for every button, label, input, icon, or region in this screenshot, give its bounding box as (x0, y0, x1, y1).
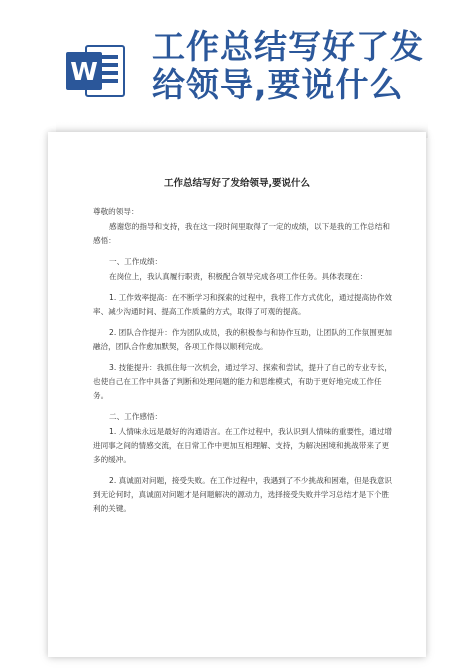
section-heading-reflections: 二、工作感悟： (109, 412, 163, 421)
list-item-teamwork: 2. 团队合作提升：作为团队成员，我的积极参与和协作互助，让团队的工作氛围更加融洽，团队合作愈加默契，各项工作得以顺利完成。 (93, 328, 393, 351)
banner-title-line-2: 给领导,要说什么 (152, 65, 404, 104)
word-app-icon (64, 40, 126, 102)
paragraph-intro: 感谢您的指导和支持，我在这一段时间里取得了一定的成绩，以下是我的工作总结和感悟： (93, 222, 390, 245)
document-body (93, 205, 393, 523)
list-item-efficiency: 1. 工作效率提高：在不断学习和探索的过程中，我将工作方式优化，通过提高协作效率、减少沟通时间、提高工作质量的方式，取得了可观的提高。 (93, 293, 393, 316)
salutation: 尊敬的领导： (93, 207, 139, 216)
list-item-skills: 3. 技能提升：我抓住每一次机会，通过学习、探索和尝试，提升了自己的专业专长，也使自己在工作中具备了判断和处理问题的能力和思维模式，有助于更好地完成工作任务。 (93, 363, 393, 400)
document-page (48, 132, 426, 657)
list-item-face-problems: 2. 真诚面对问题，接受失败。在工作过程中，我遇到了不少挑战和困难，但是我意识到无论何时，真诚面对问题才是问题解决的源动力，选择接受失败并学习总结才是下个胜利的关键。 (93, 476, 393, 513)
word-logo-letter: W (70, 57, 98, 86)
list-item-human-touch: 1. 人情味永远是最好的沟通语言。在工作过程中，我认识到人情味的重要性，通过增进同事之间的情感交流，在日常工作中更加互相理解、支持，为解决困境和挑战带来了更多的缓冲。 (93, 427, 393, 464)
document-title: 工作总结写好了发给领导,要说什么 (163, 178, 311, 189)
section-heading-achievements: 一、工作成绩： (109, 257, 163, 266)
paragraph-achievements-intro: 在岗位上，我认真履行职责，积极配合领导完成各项工作任务。具体表现在： (109, 272, 368, 281)
banner-title (152, 28, 452, 104)
banner-title-line-1: 工作总结写好了发 (152, 27, 424, 66)
